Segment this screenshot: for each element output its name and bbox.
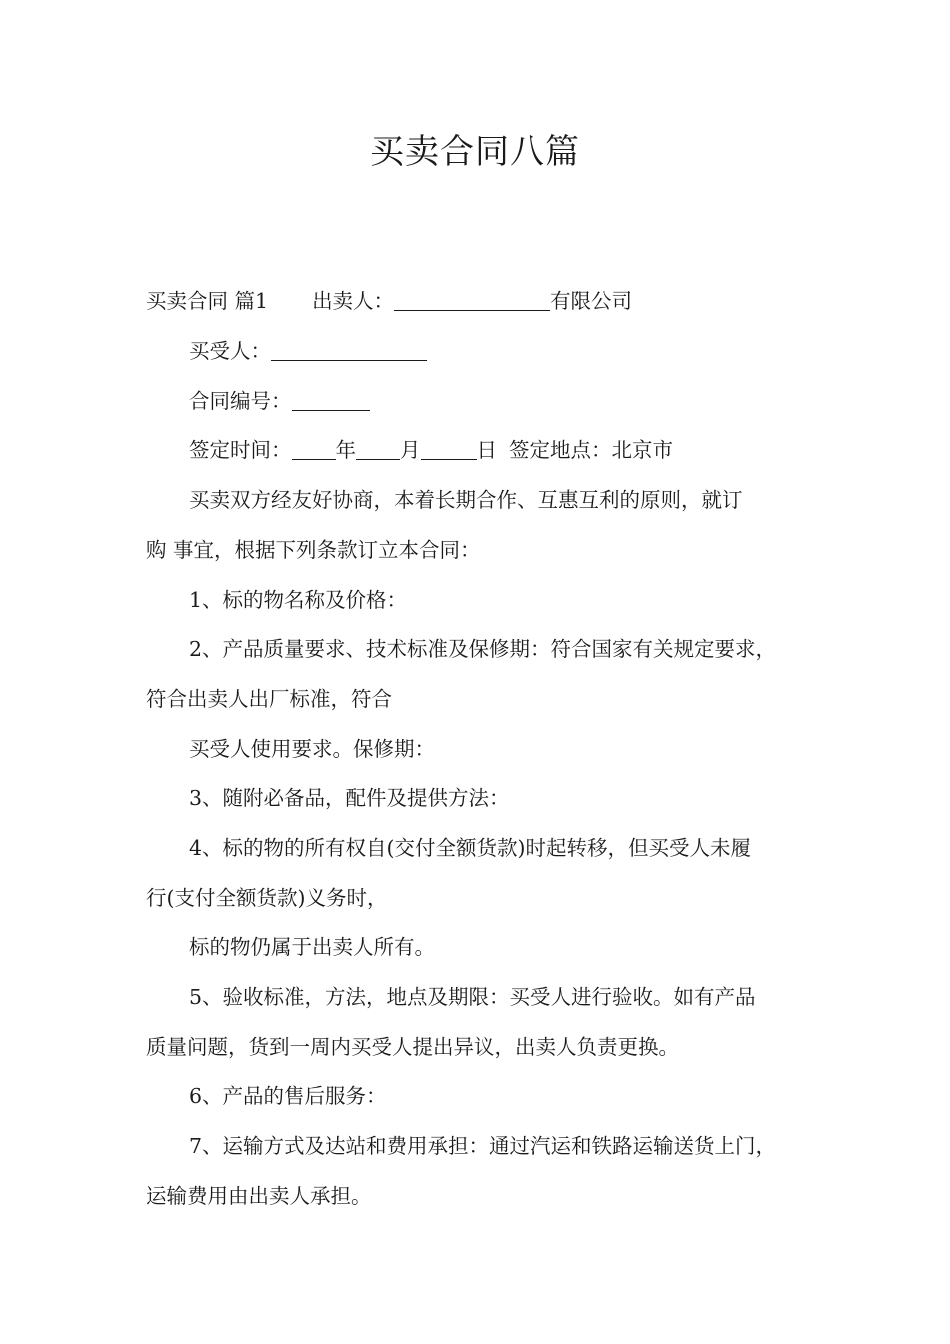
body-line: 标的物仍属于出卖人所有。	[189, 935, 435, 959]
body-line: 运输费用由出卖人承担。	[146, 1184, 372, 1208]
body-line: 行(支付全额货款)义务时，	[146, 886, 388, 910]
body-line: 3、随附必备品，配件及提供方法：	[189, 786, 510, 810]
body-line: 6、产品的售后服务：	[189, 1084, 387, 1108]
header-line	[146, 287, 826, 315]
seller-label: 出卖人：	[312, 289, 395, 313]
contract-number-blank	[292, 390, 370, 411]
body-line: 买受人使用要求。保修期：	[189, 737, 435, 761]
day-blank	[421, 439, 477, 460]
year-label: 年	[335, 438, 356, 462]
body-line: 符合出卖人出厂标准，符合	[146, 687, 392, 711]
buyer-label: 买受人：	[189, 339, 271, 363]
body-line: 7、运输方式及达站和费用承担：通过汽运和铁路运输送货上门，	[189, 1134, 777, 1158]
buyer-line	[189, 337, 869, 365]
body-line: 2、产品质量要求、技术标准及保修期：符合国家有关规定要求，	[189, 637, 777, 661]
month-blank	[356, 439, 400, 460]
contract-number-line	[189, 387, 869, 415]
signing-time-label: 签定时间：	[189, 438, 292, 462]
seller-suffix: 有限公司	[550, 289, 633, 313]
contract-number-label: 合同编号：	[189, 389, 292, 413]
buyer-name-blank	[271, 340, 427, 361]
contract-section-label: 买卖合同 篇1	[146, 289, 269, 313]
seller-name-blank	[394, 290, 550, 311]
body-line: 4、标的物的所有权自(交付全额货款)时起转移，但买受人未履	[189, 836, 752, 860]
document-title: 买卖合同八篇	[370, 132, 580, 172]
body-line: 买卖双方经友好协商，本着长期合作、互惠互利的原则，就订	[189, 488, 743, 512]
body-line: 购 事宜，根据下列条款订立本合同：	[146, 538, 481, 562]
body-line: 5、验收标准，方法，地点及期限：买受人进行验收。如有产品	[189, 985, 756, 1009]
signing-line	[189, 436, 869, 464]
body-line: 质量问题，货到一周内买受人提出异议，出卖人负责更换。	[146, 1035, 679, 1059]
year-blank	[292, 439, 336, 460]
day-label: 日	[476, 438, 497, 462]
body-line: 1、标的物名称及价格：	[189, 588, 408, 612]
signing-place: 签定地点：北京市	[509, 438, 673, 462]
month-label: 月	[400, 438, 421, 462]
